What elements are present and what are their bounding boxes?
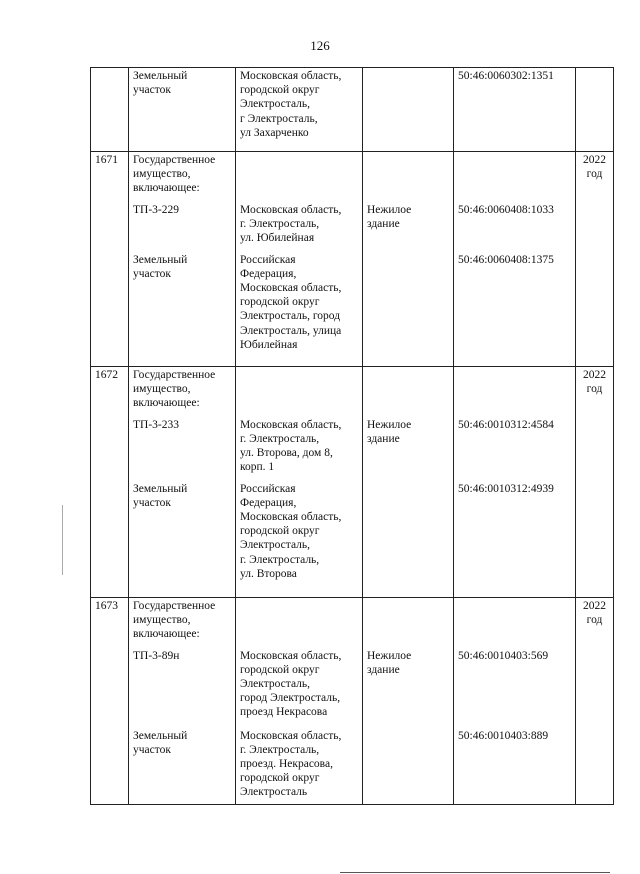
cell-name: ТП-3-89н — [129, 648, 236, 728]
cell-group: Государственное имущество, включающее: — [129, 367, 236, 417]
cell-empty — [91, 481, 129, 598]
cell-address: Российская Федерация, Московская область, городской округ Электросталь, г. Электросталь, ул. Второва — [236, 481, 363, 598]
cell-year: 2022 год — [576, 598, 614, 648]
cell-address: Московская область, городской округ Электросталь, г Электросталь, ул Захарченко — [236, 68, 363, 152]
cell-empty — [576, 648, 614, 728]
cell-address: Российская Федерация, Московская область, городской округ Электросталь, город Электросталь, улица Юбилейная — [236, 252, 363, 367]
property-table — [90, 67, 614, 805]
cell-group: Государственное имущество, включающее: — [129, 598, 236, 648]
cell-empty — [576, 417, 614, 481]
cell-cadastral: 50:46:0060408:1375 — [454, 252, 576, 367]
cell-empty — [363, 367, 454, 417]
scan-bottom-rule — [340, 872, 610, 873]
cell-empty — [454, 598, 576, 648]
table-row-group — [91, 367, 614, 417]
cell-type — [363, 68, 454, 152]
cell-year — [576, 68, 614, 152]
cell-empty — [454, 367, 576, 417]
cell-type: Нежилое здание — [363, 202, 454, 252]
cell-empty — [576, 252, 614, 367]
cell-empty — [363, 481, 454, 598]
table-row-building — [91, 202, 614, 252]
page-number: 126 — [310, 38, 330, 53]
table-row-carryover — [91, 68, 614, 152]
cell-empty — [91, 202, 129, 252]
cell-type: Нежилое здание — [363, 417, 454, 481]
table-row-land — [91, 481, 614, 598]
cell-num: 1672 — [91, 367, 129, 417]
scan-margin-mark — [62, 505, 63, 575]
cell-cadastral: 50:46:0010403:569 — [454, 648, 576, 728]
cell-name: Земельный участок — [129, 252, 236, 367]
cell-cadastral: 50:46:0010403:889 — [454, 728, 576, 805]
table-row-group — [91, 152, 614, 202]
cell-empty — [91, 728, 129, 805]
cell-name: Земельный участок — [129, 728, 236, 805]
table-row-building — [91, 417, 614, 481]
cell-name: Земельный участок — [129, 68, 236, 152]
cell-num — [91, 68, 129, 152]
cell-num: 1673 — [91, 598, 129, 648]
cell-empty — [363, 728, 454, 805]
cell-year: 2022 год — [576, 152, 614, 202]
cell-cadastral: 50:46:0060302:1351 — [454, 68, 576, 152]
cell-empty — [576, 481, 614, 598]
cell-name: Земельный участок — [129, 481, 236, 598]
table-row-group — [91, 598, 614, 648]
cell-name: ТП-3-233 — [129, 417, 236, 481]
cell-empty — [363, 598, 454, 648]
cell-name: ТП-3-229 — [129, 202, 236, 252]
table-row-land — [91, 728, 614, 805]
cell-group: Государственное имущество, включающее: — [129, 152, 236, 202]
cell-empty — [454, 152, 576, 202]
cell-address: Московская область, городской округ Электросталь, город Электросталь, проезд Некрасова — [236, 648, 363, 728]
cell-empty — [236, 598, 363, 648]
cell-address: Московская область, г. Электросталь, проезд. Некрасова, городской округ Электросталь — [236, 728, 363, 805]
cell-empty — [576, 728, 614, 805]
cell-address: Московская область, г. Электросталь, ул. Второва, дом 8, корп. 1 — [236, 417, 363, 481]
cell-empty — [91, 648, 129, 728]
table-row-building — [91, 648, 614, 728]
cell-address: Московская область, г. Электросталь, ул. Юбилейная — [236, 202, 363, 252]
cell-empty — [236, 367, 363, 417]
cell-empty — [576, 202, 614, 252]
cell-empty — [363, 152, 454, 202]
cell-num: 1671 — [91, 152, 129, 202]
table-row-land — [91, 252, 614, 367]
cell-year: 2022 год — [576, 367, 614, 417]
cell-type: Нежилое здание — [363, 648, 454, 728]
cell-cadastral: 50:46:0060408:1033 — [454, 202, 576, 252]
cell-empty — [91, 417, 129, 481]
cell-empty — [91, 252, 129, 367]
cell-empty — [363, 252, 454, 367]
cell-cadastral: 50:46:0010312:4939 — [454, 481, 576, 598]
cell-cadastral: 50:46:0010312:4584 — [454, 417, 576, 481]
cell-empty — [236, 152, 363, 202]
